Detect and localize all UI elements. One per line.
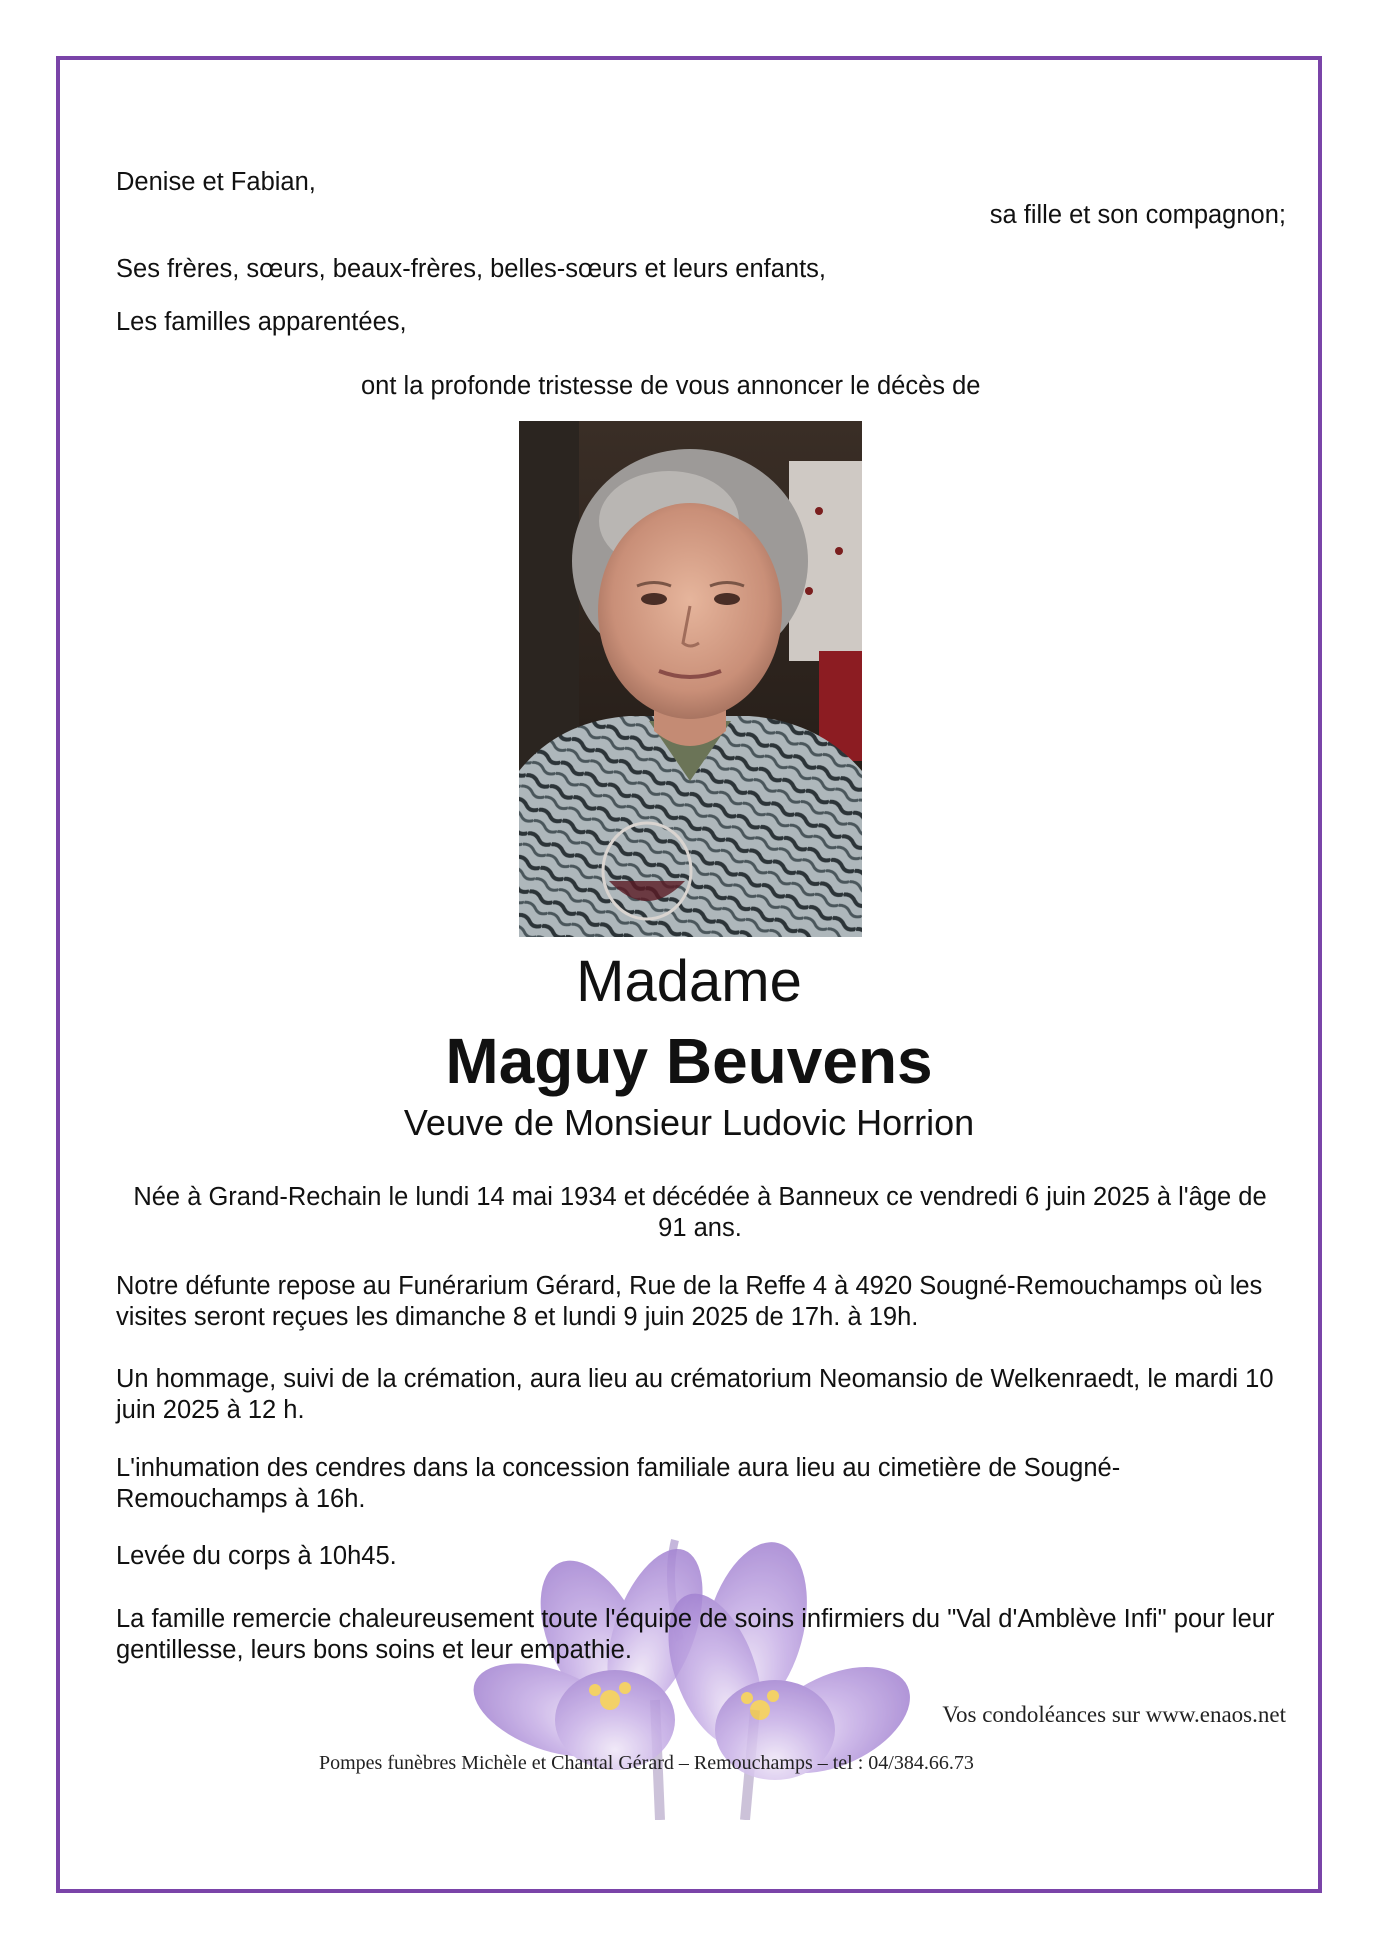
thanks-paragraph: La famille remercie chaleureusement toute l'équipe de soins infirmiers du "Val d'Amblève Infi" pour leur gentillesse, leurs bons soins et leur empathie. — [116, 1605, 1275, 1664]
family-line-children: Denise et Fabian, — [116, 168, 316, 196]
family-line-children-relation: sa fille et son compagnon; — [989, 201, 1286, 229]
announcement-line: ont la profonde tristesse de vous annoncer le décès de — [361, 372, 981, 400]
portrait-illustration — [519, 421, 862, 937]
honorific: Madame — [576, 949, 802, 1014]
visitation-paragraph: Notre défunte repose au Funérarium Gérard, Rue de la Reffe 4 à 4920 Sougné-Remouchamps où les visites seront reçues les dimanche 8 et lundi 9 juin 2025 de 17h. à 19h. — [116, 1272, 1263, 1331]
ceremony-paragraph: Un hommage, suivi de la crémation, aura lieu au crématorium Neomansio de Welkenraedt, le mardi 10 juin 2025 à 12 h. — [116, 1365, 1274, 1424]
portrait-photo — [519, 421, 862, 937]
funeral-home-line: Pompes funèbres Michèle et Chantal Gérard – Remouchamps – tel : 04/384.66.73 — [319, 1752, 974, 1774]
family-line-relatives: Les familles apparentées, — [116, 308, 407, 336]
lifting-paragraph: Levée du corps à 10h45. — [116, 1542, 397, 1570]
condolences-link[interactable]: Vos condoléances sur www.enaos.net — [942, 1702, 1286, 1727]
burial-paragraph: L'inhumation des cendres dans la concession familiale aura lieu au cimetière de Sougné-Remouchamps à 16h. — [116, 1454, 1121, 1513]
family-line-siblings: Ses frères, sœurs, beaux-frères, belles-sœurs et leurs enfants, — [116, 255, 826, 283]
birth-death-paragraph: Née à Grand-Rechain le lundi 14 mai 1934 et décédée à Banneux ce vendredi 6 juin 2025 à l'âge de 91 ans. — [133, 1183, 1267, 1242]
deceased-name: Maguy Beuvens — [445, 1025, 933, 1097]
widow-of: Veuve de Monsieur Ludovic Horrion — [403, 1102, 975, 1143]
